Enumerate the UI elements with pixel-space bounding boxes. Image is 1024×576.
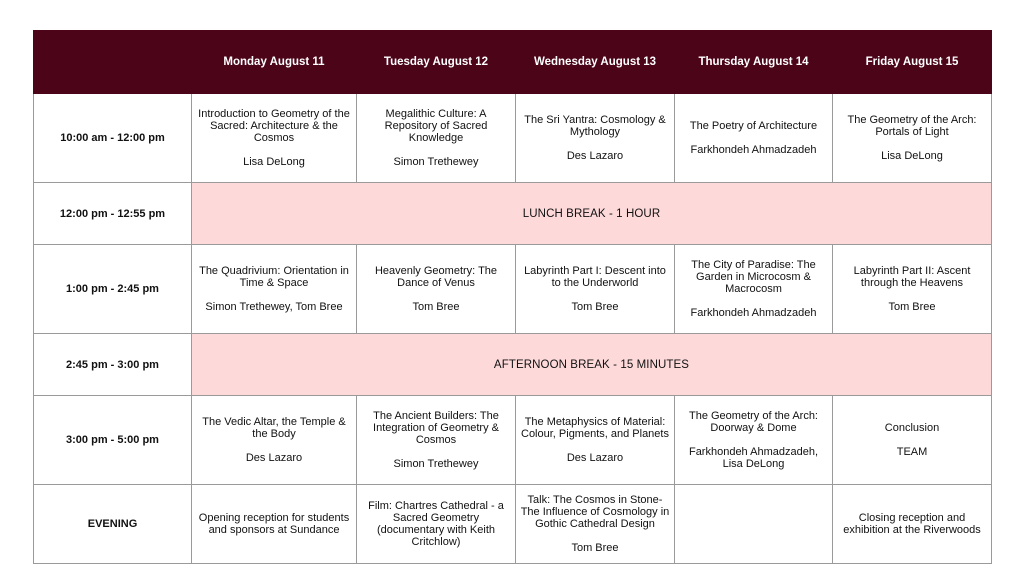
session-cell bbox=[516, 396, 675, 485]
session-speaker: Simon Trethewey, Tom Bree bbox=[205, 301, 343, 313]
session-speaker: Simon Trethewey bbox=[393, 156, 479, 168]
time-slot: 3:00 pm - 5:00 pm bbox=[34, 396, 192, 485]
session-speaker: Lisa DeLong bbox=[881, 150, 943, 162]
day-header: Tuesday August 12 bbox=[357, 31, 516, 94]
session-title: The Geometry of the Arch: Doorway & Dome bbox=[688, 410, 818, 434]
session-speaker: Farkhondeh Ahmadzadeh, Lisa DeLong bbox=[688, 446, 819, 470]
session-speaker: Des Lazaro bbox=[566, 150, 624, 162]
session-cell-empty bbox=[675, 485, 833, 564]
session-title: Labyrinth Part I: Descent into to the Underworld bbox=[524, 265, 666, 289]
session-speaker: Farkhondeh Ahmadzadeh bbox=[690, 144, 817, 156]
session-cell bbox=[833, 245, 992, 334]
session-speaker: Tom Bree bbox=[571, 301, 619, 313]
schedule-table bbox=[33, 30, 992, 564]
day-header: Wednesday August 13 bbox=[516, 31, 675, 94]
session-title: Conclusion bbox=[884, 422, 940, 434]
session-title: Labyrinth Part II: Ascent through the Heavens bbox=[853, 265, 971, 289]
day-header: Thursday August 14 bbox=[675, 31, 833, 94]
break-row bbox=[34, 183, 992, 245]
afternoon-break-label: AFTERNOON BREAK - 15 MINUTES bbox=[192, 334, 992, 396]
lunch-break-label: LUNCH BREAK - 1 HOUR bbox=[192, 183, 992, 245]
session-cell bbox=[357, 245, 516, 334]
session-cell bbox=[675, 245, 833, 334]
session-speaker: Simon Trethewey bbox=[393, 458, 479, 470]
day-header: Monday August 11 bbox=[192, 31, 357, 94]
session-cell bbox=[192, 485, 357, 564]
session-title: Megalithic Culture: A Repository of Sacred Knowledge bbox=[384, 108, 488, 144]
session-cell bbox=[516, 485, 675, 564]
session-title: Introduction to Geometry of the Sacred: Architecture & the Cosmos bbox=[198, 108, 350, 144]
session-speaker: Des Lazaro bbox=[566, 452, 624, 464]
session-title: The Sri Yantra: Cosmology & Mythology bbox=[524, 114, 666, 138]
session-cell bbox=[833, 94, 992, 183]
session-speaker: Des Lazaro bbox=[245, 452, 303, 464]
session-speaker: Tom Bree bbox=[571, 542, 619, 554]
header-row bbox=[34, 31, 992, 94]
session-speaker: TEAM bbox=[896, 446, 928, 458]
session-title: The City of Paradise: The Garden in Microcosm & Macrocosm bbox=[691, 259, 816, 295]
session-row bbox=[34, 245, 992, 334]
session-cell bbox=[357, 396, 516, 485]
session-cell bbox=[675, 94, 833, 183]
session-speaker: Lisa DeLong bbox=[243, 156, 305, 168]
session-title: Heavenly Geometry: The Dance of Venus bbox=[374, 265, 498, 289]
session-cell bbox=[192, 94, 357, 183]
time-slot: 2:45 pm - 3:00 pm bbox=[34, 334, 192, 396]
session-cell bbox=[675, 396, 833, 485]
session-speaker: Farkhondeh Ahmadzadeh bbox=[690, 307, 817, 319]
time-slot: 12:00 pm - 12:55 pm bbox=[34, 183, 192, 245]
session-row bbox=[34, 396, 992, 485]
session-cell bbox=[192, 245, 357, 334]
session-cell bbox=[357, 94, 516, 183]
session-row bbox=[34, 94, 992, 183]
session-title: Opening reception for students and sponsors at Sundance bbox=[198, 512, 350, 536]
evening-row bbox=[34, 485, 992, 564]
time-slot: 10:00 am - 12:00 pm bbox=[34, 94, 192, 183]
session-title: The Geometry of the Arch: Portals of Light bbox=[847, 114, 977, 138]
session-cell bbox=[357, 485, 516, 564]
time-slot: EVENING bbox=[34, 485, 192, 564]
session-title: The Ancient Builders: The Integration of Geometry & Cosmos bbox=[373, 410, 499, 446]
session-title: The Quadrivium: Orientation in Time & Space bbox=[199, 265, 349, 289]
session-title: The Metaphysics of Material: Colour, Pigments, and Planets bbox=[521, 416, 669, 440]
session-title: The Poetry of Architecture bbox=[689, 120, 818, 132]
session-title: The Vedic Altar, the Temple & the Body bbox=[202, 416, 346, 440]
session-cell bbox=[516, 245, 675, 334]
time-slot: 1:00 pm - 2:45 pm bbox=[34, 245, 192, 334]
session-cell bbox=[833, 485, 992, 564]
session-speaker: Tom Bree bbox=[412, 301, 460, 313]
session-title: Film: Chartres Cathedral - a Sacred Geometry (documentary with Keith Critchlow) bbox=[368, 500, 504, 548]
session-cell bbox=[516, 94, 675, 183]
break-row bbox=[34, 334, 992, 396]
session-cell bbox=[192, 396, 357, 485]
session-cell bbox=[833, 396, 992, 485]
day-header: Friday August 15 bbox=[833, 31, 992, 94]
session-title: Closing reception and exhibition at the Riverwoods bbox=[843, 512, 981, 536]
session-title: Talk: The Cosmos in Stone- The Influence of Cosmology in Gothic Cathedral Design bbox=[520, 494, 670, 530]
header-corner bbox=[34, 31, 192, 94]
session-speaker: Tom Bree bbox=[888, 301, 936, 313]
